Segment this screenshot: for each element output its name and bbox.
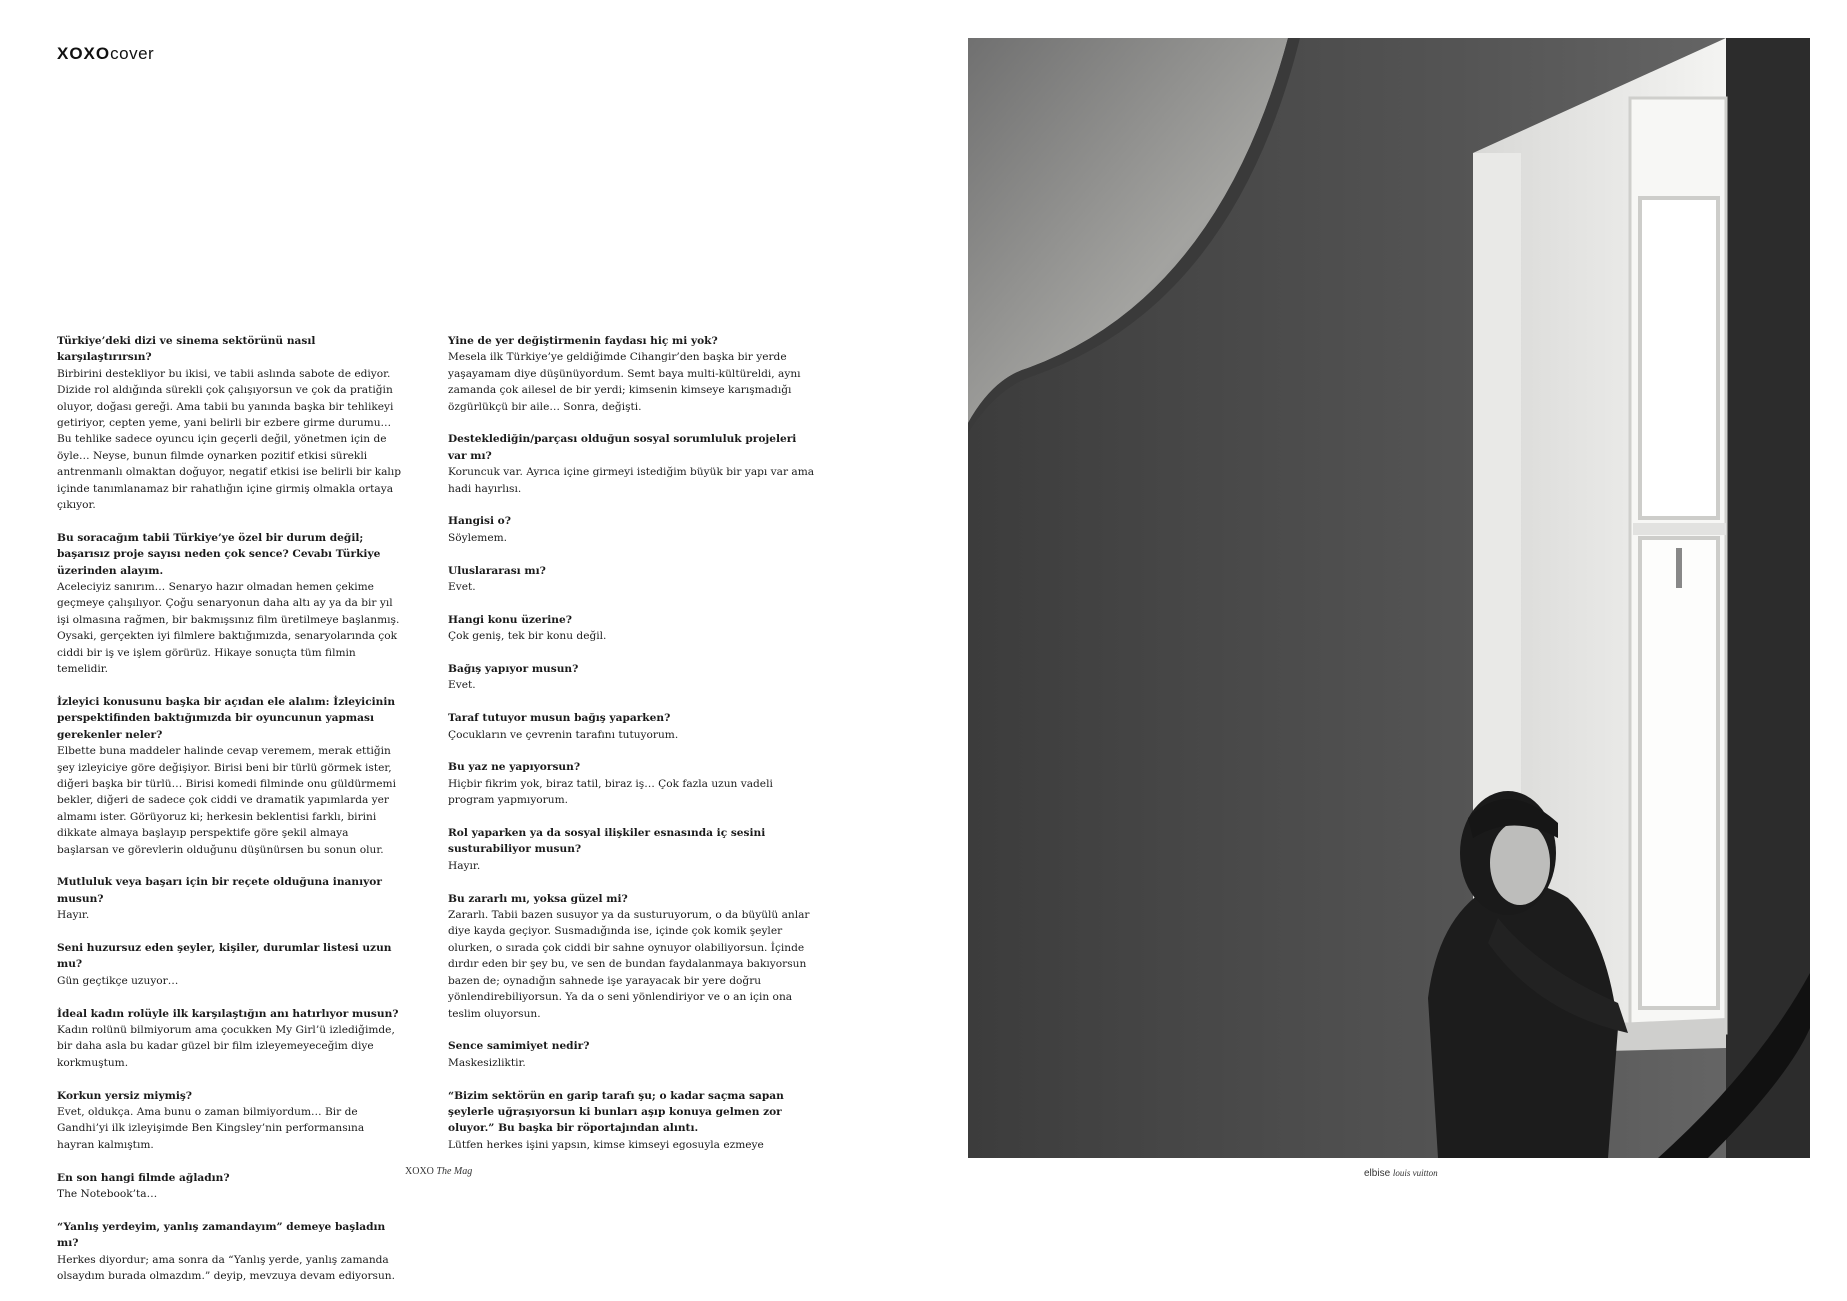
interview-question: Türkiye’deki dizi ve sinema sektörünü nasıl karşılaştırırsın? <box>57 335 316 364</box>
portrait-photo-illustration <box>968 38 1810 1158</box>
interview-question: Bağış yapıyor musun? <box>448 663 579 676</box>
interview-answer: The Notebook’ta… <box>57 1188 158 1201</box>
interview-column-right <box>448 333 816 1170</box>
interview-answer: Maskesizliktir. <box>448 1056 526 1069</box>
interview-answer: Çocukların ve çevrenin tarafını tutuyorum. <box>448 728 679 741</box>
interview-qa <box>57 940 402 989</box>
interview-qa <box>57 333 402 513</box>
photo-caption <box>1364 1168 1438 1179</box>
footer-brand: XOXO <box>405 1166 434 1177</box>
interview-question: Bu yaz ne yapıyorsun? <box>448 761 581 774</box>
interview-answer: Birbirini destekliyor bu ikisi, ve tabii aslında sabote de ediyor. Dizide rol aldığında sürekli çok çalışıyorsun ve çok da pratiğin oluyor, doğası gereği. Ama tabii bu yanında başka bir tehlikeyi getiriyor, cepten yeme, yani belirli bir ezbere girme durumu… Bu tehlike sadece oyuncu için geçerli değil, yönetmen için de öyle… Neyse, bunun filmde oynarken pozitif etkisi sürekli antrenmanlı olmaktan doğuyor, negatif etkisi ise belirli bir kalıp içinde tanımlanamaz bir rahatlığın içine girmiş olmakla ortaya çıkıyor. <box>57 367 401 512</box>
interview-qa <box>448 612 816 645</box>
interview-question: Bu soracağım tabii Türkiye’ye özel bir durum değil; başarısız proje sayısı neden çok sence? Cevabı Türkiye üzerinden alayım. <box>57 531 381 577</box>
interview-question: Taraf tutuyor musun bağış yaparken? <box>448 712 671 725</box>
interview-answer: Hiçbir fikrim yok, biraz tatil, biraz iş… Çok fazla uzun vadeli program yapmıyorum. <box>448 777 773 807</box>
interview-qa <box>57 874 402 923</box>
interview-qa <box>448 431 816 497</box>
interview-qa <box>57 530 402 678</box>
interview-qa <box>448 891 816 1022</box>
interview-qa <box>448 563 816 596</box>
interview-answer: Elbette buna maddeler halinde cevap veremem, merak ettiğin şey izleyiciye göre değişiyor. Birisi beni bir türlü görmek ister, diğeri başka bir türlü… Birisi komedi filminde onu güldürmemi bekler, diğeri de sadece çok ciddi ve dramatik yapımlarda yer almamı ister. Görüyoruz ki; herkesin beklentisi farklı, birini dikkate almaya başlayıp perspektife göre şekil almaya başlarsan ve görevlerin olduğunu düşünürsen bu sonun olur. <box>57 745 396 856</box>
interview-qa <box>448 759 816 808</box>
interview-answer: Evet, oldukça. Ama bunu o zaman bilmiyordum… Bir de Gandhi’yi ilk izleyişimde Ben Kingsley’nin performansına hayran kalmıştım. <box>57 1106 365 1151</box>
caption-label: elbise <box>1364 1168 1391 1179</box>
interview-qa <box>448 710 816 743</box>
interview-answer: Evet. <box>448 679 476 692</box>
interview-answer: Çok geniş, tek bir konu değil. <box>448 630 607 643</box>
footer-mag: The Mag <box>436 1166 473 1177</box>
interview-qa <box>448 825 816 874</box>
interview-qa <box>448 1038 816 1071</box>
interview-qa <box>448 661 816 694</box>
interview-qa <box>57 1170 402 1203</box>
interview-qa <box>448 513 816 546</box>
interview-qa <box>448 1088 816 1154</box>
portrait-photo <box>968 38 1810 1158</box>
interview-answer: Evet. <box>448 581 476 594</box>
interview-question: İdeal kadın rolüyle ilk karşılaştığın anı hatırlıyor musun? <box>57 1007 399 1020</box>
footer-page-credit <box>405 1166 472 1177</box>
interview-question: Seni huzursuz eden şeyler, kişiler, durumlar listesi uzun mu? <box>57 941 392 971</box>
interview-question: Mutluluk veya başarı için bir reçete olduğuna inanıyor musun? <box>57 876 382 905</box>
interview-answer: Hayır. <box>57 909 90 922</box>
interview-answer: Mesela ilk Türkiye’ye geldiğimde Cihangir’den başka bir yerde yaşayamam diye düşünüyordum. Semt baya multi-kültüreldi, aynı zamanda çok ailesel de bir yerdi; kimsenin kimseye karışmadığı özgürlükçü bir aile… Sonra, değişti. <box>448 351 801 413</box>
interview-answer: Aceleciyiz sanırım… Senaryo hazır olmadan hemen çekime geçmeye çalışılıyor. Çoğu senaryonun daha altı ay ya da bir yıl işi olmasına rağmen, bir bakmışsınız film üretilmeye başlanmış. Oysaki, gerçekten iyi filmlere baktığımızda, senaryolarında çok ciddi bir iş ve işlem görürüz. Hikaye sonuçta tüm filmin temelidir. <box>57 581 400 676</box>
interview-answer: Herkes diyordur; ama sonra da “Yanlış yerde, yanlış zamanda olsaydım burada olmazdım.” deyip, mevzuya devam ediyorsun. <box>57 1253 396 1283</box>
section-header <box>57 44 154 64</box>
interview-question: Hangisi o? <box>448 515 511 528</box>
interview-qa <box>57 694 402 858</box>
interview-question: “Bizim sektörün en garip tarafı şu; o kadar saçma sapan şeylerle uğraşıyorsun ki bunları aşıp konuya gelmen zor oluyor.” Bu başka bir röportajından alıntı. <box>448 1089 784 1135</box>
interview-question: Desteklediğin/parçası olduğun sosyal sorumluluk projeleri var mı? <box>448 433 797 462</box>
interview-answer: Hayır. <box>448 859 481 872</box>
interview-answer: Lütfen herkes işini yapsın, kimse kimseyi egosuyla ezmeye <box>448 1138 764 1151</box>
caption-brand: louis vuitton <box>1392 1168 1438 1178</box>
interview-qa <box>57 1088 402 1154</box>
header-label: cover <box>110 44 155 63</box>
interview-question: İzleyici konusunu başka bir açıdan ele alalım: İzleyicinin perspektifinden baktığımızda bir oyuncunun yapması gerekenler neler? <box>57 695 396 741</box>
header-brand: XOXO <box>57 44 111 63</box>
interview-question: Sence samimiyet nedir? <box>448 1040 590 1053</box>
interview-qa <box>57 1219 402 1285</box>
interview-question: Yine de yer değiştirmenin faydası hiç mi yok? <box>448 335 718 347</box>
interview-question: “Yanlış yerdeyim, yanlış zamandayım” demeye başladın mı? <box>57 1220 386 1250</box>
interview-question: Uluslararası mı? <box>448 564 546 577</box>
interview-answer: Koruncuk var. Ayrıca içine girmeyi istediğim büyük bir yapı var ama hadi hayırlısı. <box>448 466 815 495</box>
interview-question: Rol yaparken ya da sosyal ilişkiler esnasında iç sesini susturabiliyor musun? <box>448 827 766 856</box>
interview-question: Bu zararlı mı, yoksa güzel mi? <box>448 892 628 905</box>
interview-column-left <box>57 333 402 1301</box>
interview-qa <box>57 1006 402 1072</box>
interview-qa <box>448 333 816 415</box>
interview-answer: Gün geçtikçe uzuyor… <box>57 974 179 987</box>
interview-question: Hangi konu üzerine? <box>448 613 572 626</box>
interview-answer: Söylemem. <box>448 531 508 544</box>
interview-answer: Zararlı. Tabii bazen susuyor ya da susturuyorum, o da büyülü anlar diye kayda geçiyor. Susmadığında ise, içinde çok komik şeyler olurken, o sırada çok ciddi bir sahne oynuyor olabiliyorsun. İçinde dırdır eden bir şey bu, ve sen de bundan faydalanmaya bakıyorsun bazen de; oynadığın sahnede işe yarayacak bir yere doğru yönlendirebiliyorsun. Ya da o seni yönlendiriyor ve o an için ona teslim oluyorsun. <box>448 909 810 1020</box>
interview-question: Korkun yersiz miymiş? <box>57 1089 193 1102</box>
interview-answer: Kadın rolünü bilmiyorum ama çocukken My Girl’ü izlediğimde, bir daha asla bu kadar güzel bir film izleyemeyeceğim diye korkmuştum. <box>57 1023 395 1069</box>
interview-question: En son hangi filmde ağladın? <box>57 1171 230 1184</box>
